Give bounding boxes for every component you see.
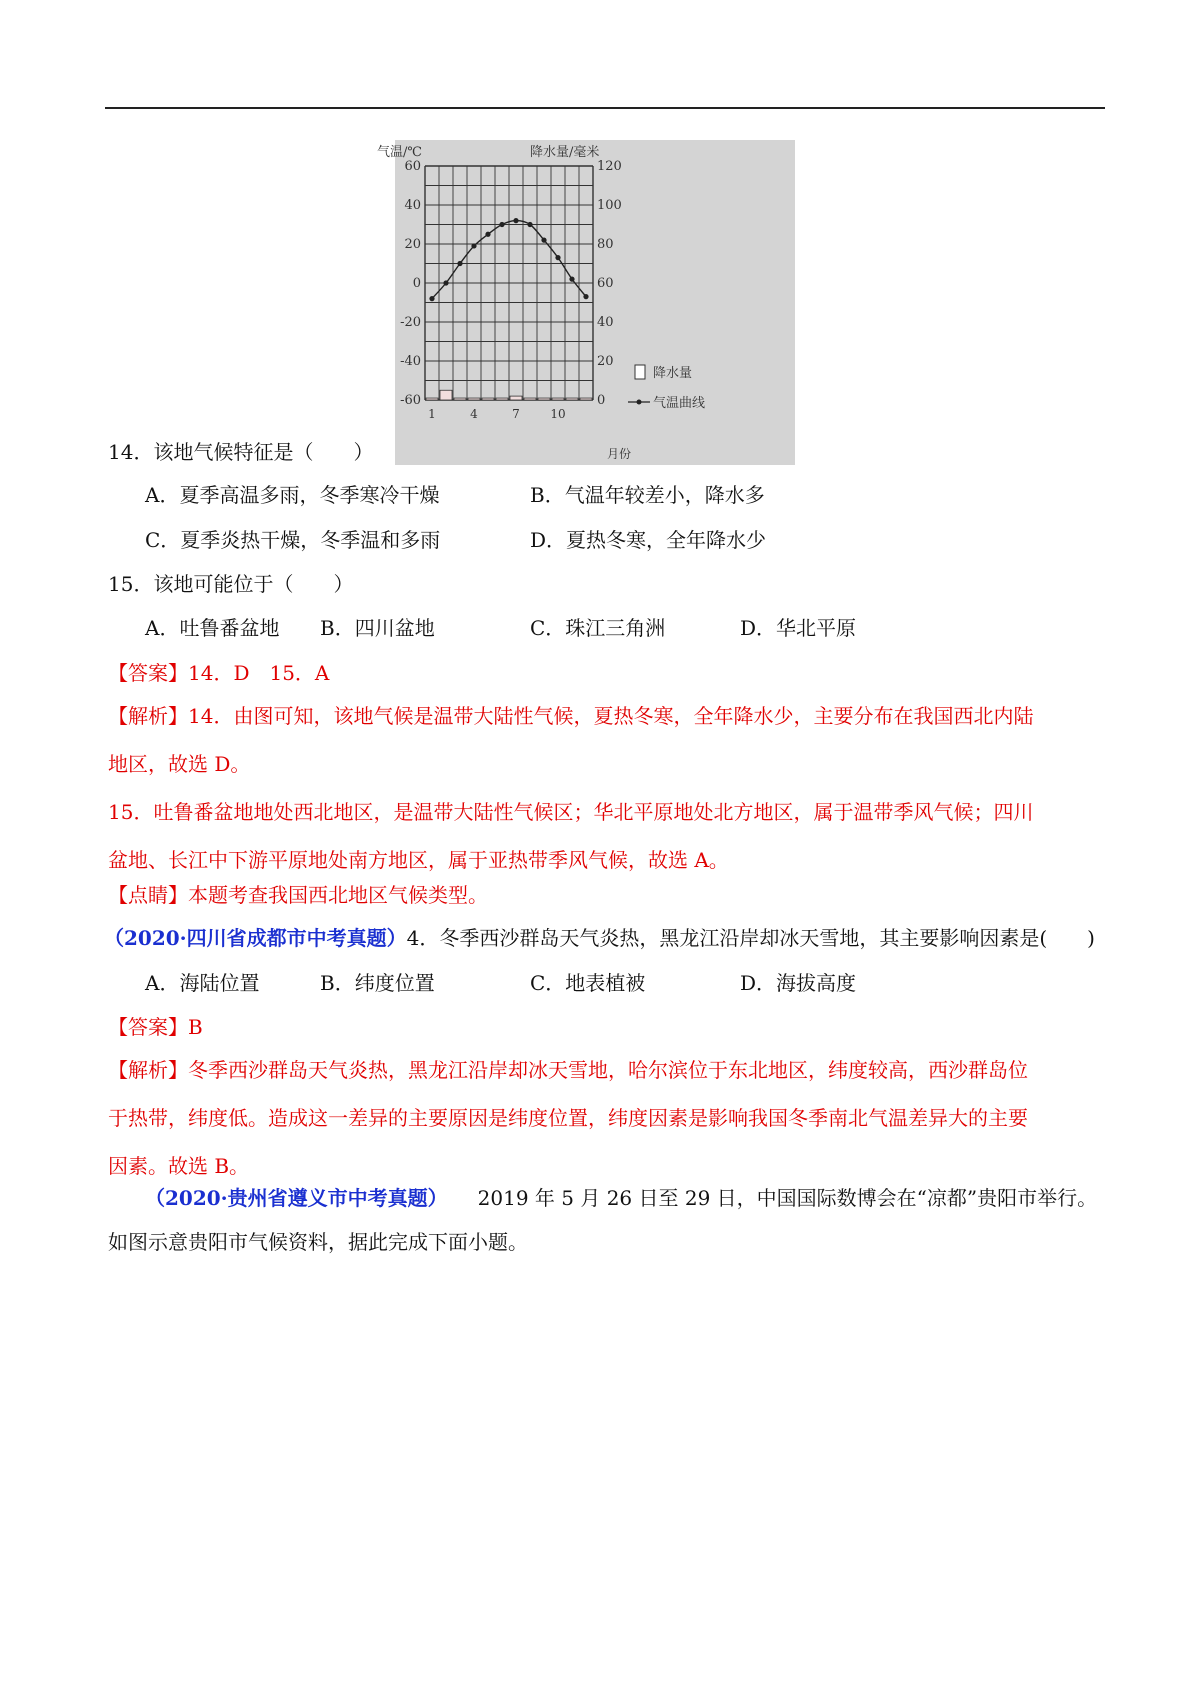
answer-2-text: B (188, 1015, 203, 1039)
precip-bar (426, 398, 438, 400)
y-left-tick: 40 (404, 198, 421, 213)
y-right-tick: 60 (597, 276, 614, 291)
temperature-point (527, 222, 532, 227)
q4-option-b: B．纬度位置 (320, 971, 435, 995)
precip-bar (538, 398, 550, 400)
q15-option-c: C．珠江三角洲 (530, 616, 666, 640)
q4-option-d: D．海拔高度 (740, 971, 857, 995)
y-left-tick: -20 (400, 315, 421, 330)
temperature-point (429, 296, 434, 301)
temperature-point (569, 277, 574, 282)
analysis-1-line1: 14．由图可知，该地气候是温带大陆性气候，夏热冬寒，全年降水少，主要分布在我国西北内陆 (188, 704, 1034, 728)
y-left-tick: -40 (400, 354, 421, 369)
analysis-1-label: 【解析】 (108, 704, 188, 728)
q4-option-c: C．地表植被 (530, 971, 646, 995)
x-tick: 4 (470, 407, 478, 421)
analysis-1-line3: 15．吐鲁番盆地地处西北地区，是温带大陆性气候区；华北平原地处北方地区，属于温带季风气候；四川 (108, 800, 1034, 824)
precip-bar (524, 398, 536, 400)
point-1-text: 本题考查我国西北地区气候类型。 (188, 883, 488, 907)
q5-text1: 2019 年 5 月 26 日至 29 日，中国国际数博会在“凉都”贵阳市举行。 (477, 1186, 1098, 1210)
point-1 (108, 880, 488, 910)
q4-stem: 4．冬季西沙群岛天气炎热，黑龙江沿岸却冰天雪地，其主要影响因素是( ) (406, 926, 1095, 950)
y-right-tick: 40 (597, 315, 614, 330)
q14-option-d: D．夏热冬寒，全年降水少 (530, 528, 767, 552)
analysis-1 (108, 692, 1098, 884)
answer-2-label: 【答案】 (108, 1015, 188, 1039)
precip-bar (552, 398, 564, 400)
analysis-2-line3: 因素。故选 B。 (108, 1154, 250, 1178)
precip-bar (482, 398, 494, 400)
x-unit-label: 月份 (607, 447, 632, 461)
x-tick: 1 (428, 407, 436, 421)
y-right-tick: 0 (597, 393, 606, 408)
q15-option-b: B．四川盆地 (320, 616, 435, 640)
q5-line1 (145, 1183, 1097, 1213)
q4-stem-line (104, 923, 1095, 953)
temperature-point (513, 218, 518, 223)
precip-bar (440, 390, 452, 400)
y-right-tick: 20 (597, 354, 614, 369)
legend-precip-swatch (635, 365, 645, 379)
temperature-point (485, 232, 490, 237)
analysis-1-line2: 地区，故选 D。 (108, 752, 251, 776)
legend-precip-label: 降水量 (653, 366, 693, 381)
temperature-point (555, 255, 560, 260)
precip-bar (496, 398, 508, 400)
q14-option-c: C．夏季炎热干燥，冬季温和多雨 (145, 528, 441, 552)
y-right-tick: 120 (597, 159, 622, 174)
point-1-label: 【点睛】 (108, 883, 188, 907)
answer-1-label: 【答案】 (108, 661, 188, 685)
y-right-label: 降水量/毫米 (530, 145, 600, 160)
q5-source: （2020·贵州省遵义市中考真题） (145, 1186, 448, 1210)
answer-1-text: 14．D 15．A (188, 661, 330, 685)
temperature-point (471, 243, 476, 248)
temperature-point (541, 238, 546, 243)
q15-option-d: D．华北平原 (740, 616, 857, 640)
y-right-tick: 80 (597, 237, 614, 252)
temperature-point (583, 294, 588, 299)
q15-option-a: A．吐鲁番盆地 (145, 616, 280, 640)
answer-2 (108, 1012, 203, 1042)
header-rule (105, 107, 1105, 109)
answer-1 (108, 658, 329, 688)
precip-bar (454, 398, 466, 400)
precip-bar (566, 398, 578, 400)
precip-bar (580, 398, 592, 400)
q4-source: （2020·四川省成都市中考真题） (104, 926, 407, 950)
y-left-tick: -60 (400, 393, 421, 408)
x-tick: 10 (550, 407, 566, 421)
q14-stem: 14．该地气候特征是（ ） (108, 440, 374, 464)
y-left-tick: 20 (404, 237, 421, 252)
q14-option-b: B．气温年较差小，降水多 (530, 483, 765, 507)
legend-temp-label: 气温曲线 (653, 396, 706, 411)
temperature-point (457, 261, 462, 266)
q14-option-a: A．夏季高温多雨，冬季寒冷干燥 (145, 483, 440, 507)
analysis-1-line4: 盆地、长江中下游平原地处南方地区，属于亚热带季风气候，故选 A。 (108, 848, 729, 872)
precip-bar (510, 396, 522, 400)
analysis-2-label: 【解析】 (108, 1058, 188, 1082)
x-tick: 7 (512, 407, 520, 421)
y-right-tick: 100 (597, 198, 622, 213)
q5-text2: 如图示意贵阳市气候资料，据此完成下面小题。 (108, 1230, 528, 1254)
q15-stem: 15．该地可能位于（ ） (108, 572, 354, 596)
analysis-2-line1: 冬季西沙群岛天气炎热，黑龙江沿岸却冰天雪地，哈尔滨位于东北地区，纬度较高，西沙群岛位 (188, 1058, 1028, 1082)
climate-chart (377, 140, 795, 465)
analysis-2 (108, 1046, 1098, 1190)
precip-bar (468, 398, 480, 400)
y-left-tick: 60 (404, 159, 421, 174)
y-left-tick: 0 (412, 276, 421, 291)
temperature-point (499, 222, 504, 227)
temperature-point (443, 280, 448, 285)
analysis-2-line2: 于热带，纬度低。造成这一差异的主要原因是纬度位置，纬度因素是影响我国冬季南北气温差异大的主要 (108, 1106, 1028, 1130)
q4-option-a: A．海陆位置 (145, 971, 260, 995)
y-left-label: 气温/℃ (377, 145, 422, 160)
legend-temp-marker (637, 400, 642, 405)
